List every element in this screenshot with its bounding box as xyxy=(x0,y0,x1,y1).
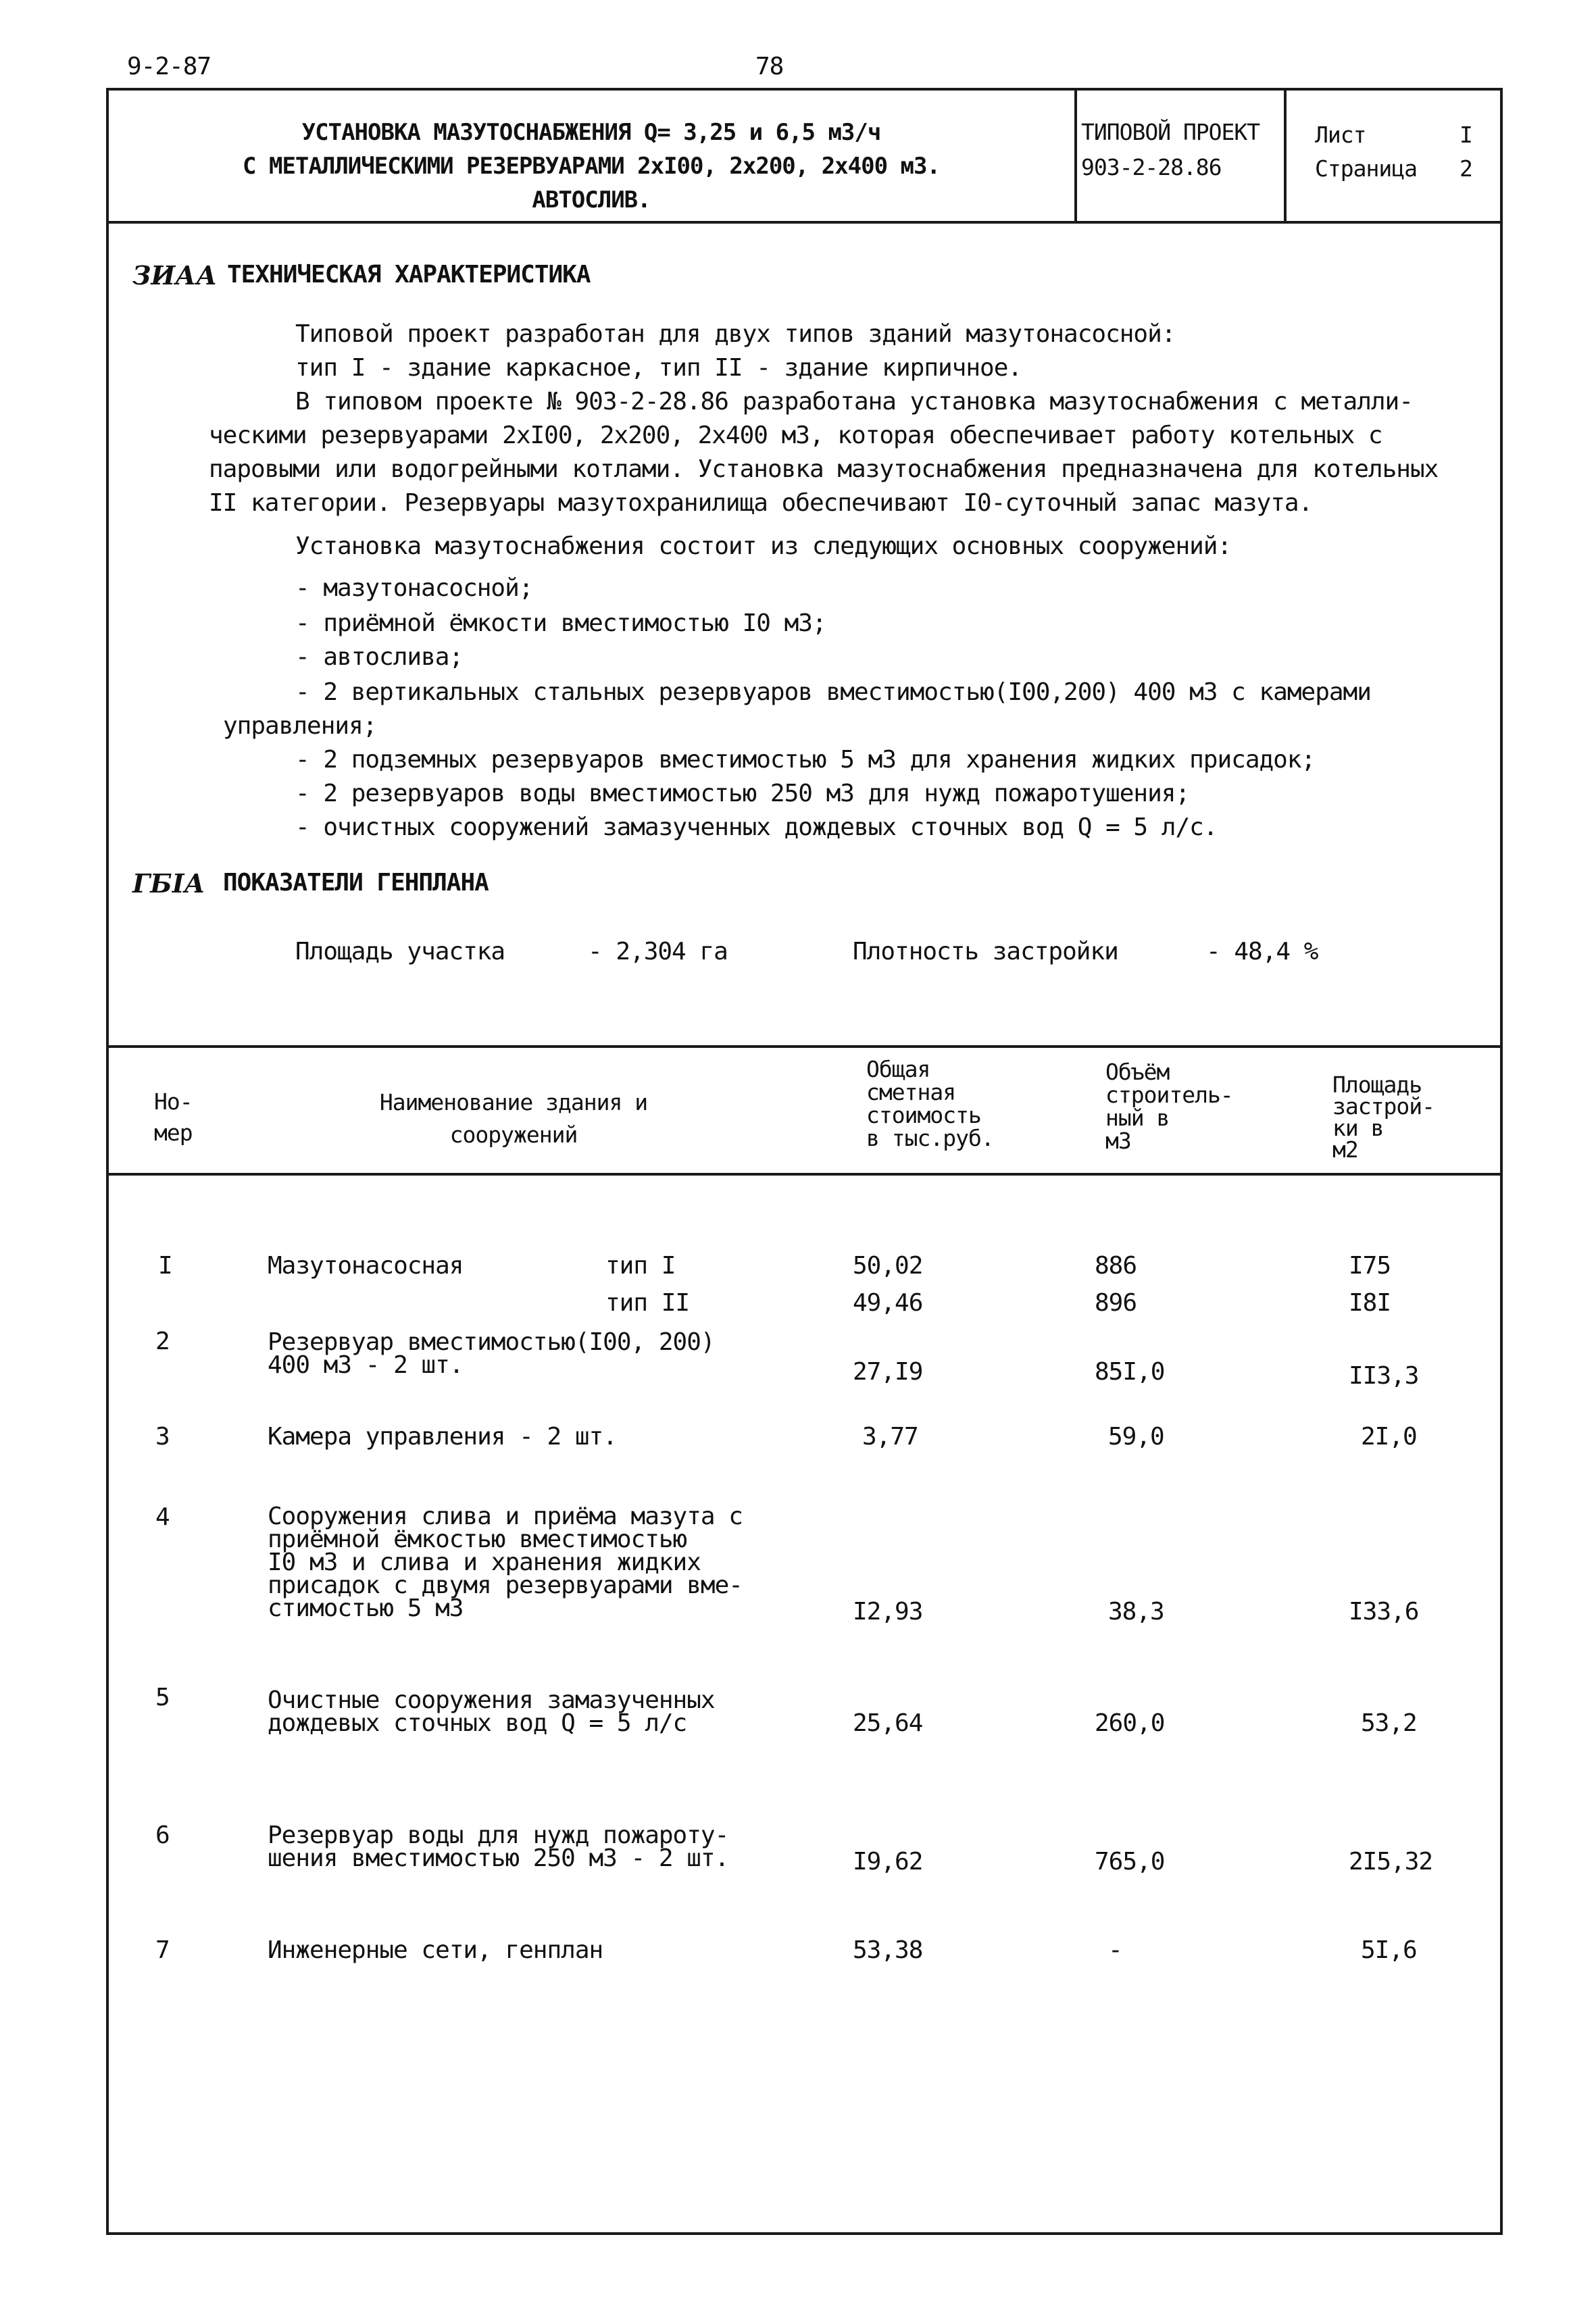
row-5-name: Очистные сооружения замазученных дождевых сточных вод Q = 5 л/с xyxy=(268,1686,715,1737)
tech-heading: ТЕХНИЧЕСКАЯ ХАРАКТЕРИСТИКА xyxy=(227,261,591,288)
tech-line-7: Установка мазутоснабжения состоит из следующих основных сооружений: xyxy=(295,532,1232,560)
table-header-rule xyxy=(106,1173,1503,1176)
site-area-value: - 2,304 га xyxy=(588,938,728,965)
row-2-number: 2 xyxy=(155,1328,170,1355)
row-7-name: Инженерные сети, генплан xyxy=(268,1936,603,1964)
title-line-1: УСТАНОВКА МАЗУТОСНАБЖЕНИЯ Q= 3,25 и 6,5 м3/ч xyxy=(301,119,881,146)
page-value: 2 xyxy=(1460,155,1472,182)
row-7-cost: 53,38 xyxy=(853,1936,923,1964)
page-code: 9-2-87 xyxy=(127,53,211,80)
sheet-value: I xyxy=(1460,122,1472,148)
row-1-cost-2: 49,46 xyxy=(853,1289,923,1317)
genplan-heading: ПОКАЗАТЕЛИ ГЕНПЛАНА xyxy=(223,869,489,897)
row-1-type-2: тип II xyxy=(605,1289,690,1317)
project-number: 903-2-28.86 xyxy=(1081,154,1222,180)
row-7-volume: - xyxy=(1108,1936,1122,1964)
row-1-type-1: тип I xyxy=(605,1252,676,1280)
row-6-number: 6 xyxy=(155,1821,170,1849)
row-1-cost-1: 50,02 xyxy=(853,1252,923,1280)
frame-top xyxy=(106,88,1503,91)
row-7-area: 5I,6 xyxy=(1361,1936,1417,1964)
row-6-area: 2I5,32 xyxy=(1349,1848,1433,1876)
row-4-volume: 38,3 xyxy=(1108,1598,1164,1626)
col-header-name: Наименование здания и сооружений xyxy=(379,1089,648,1148)
row-4-name: Сооружения слива и приёма мазута с приёмной ёмкостью вместимостью I0 м3 и слива и хранения жидких присадок с двумя резервуарами вме- стимостью 5 м3 xyxy=(268,1503,743,1622)
row-4-number: 4 xyxy=(155,1503,170,1531)
tech-line-3: В типовом проекте № 903-2-28.86 разработана установка мазутоснабжения с металли- xyxy=(295,388,1413,416)
row-6-cost: I9,62 xyxy=(853,1848,923,1876)
row-6-name: Резервуар воды для нужд пожароту- шения вместимостью 250 м3 - 2 шт. xyxy=(268,1821,729,1872)
tech-line-4: ческими резервуарами 2хI00, 2х200, 2х400 м3, которая обеспечивает работу котельных с xyxy=(209,422,1382,449)
row-5-number: 5 xyxy=(155,1684,170,1711)
tech-line-1: Типовой проект разработан для двух типов зданий мазутонасосной: xyxy=(295,320,1176,348)
tech-line-15: - очистных сооружений замазученных дождевых сточных вод Q = 5 л/с. xyxy=(295,813,1218,841)
density-label: Плотность застройки xyxy=(853,938,1118,965)
frame-bottom xyxy=(106,2232,1503,2235)
page-number: 78 xyxy=(755,53,784,80)
title-line-2: С МЕТАЛЛИЧЕСКИМИ РЕЗЕРВУАРАМИ 2хI00, 2х200, 2х400 м3. xyxy=(243,153,940,180)
tech-line-6: II категории. Резервуары мазутохранилища обеспечивают I0-суточный запас мазута. xyxy=(209,489,1313,517)
titleblock-divider-2 xyxy=(1284,88,1287,223)
row-3-area: 2I,0 xyxy=(1361,1423,1417,1451)
row-2-name: Резервуар вместимостью(I00, 200) 400 м3 - 2 шт. xyxy=(268,1328,715,1379)
row-4-area: I33,6 xyxy=(1349,1598,1419,1626)
tech-line-2: тип I - здание каркасное, тип II - здание кирпичное. xyxy=(295,354,1022,382)
table-top-rule xyxy=(106,1045,1503,1048)
site-area-label: Площадь участка xyxy=(295,938,505,965)
row-1-name: Мазутонасосная xyxy=(268,1252,464,1280)
row-2-cost: 27,I9 xyxy=(853,1358,923,1386)
tech-line-11: - 2 вертикальных стальных резервуаров вместимостью(I00,200) 400 м3 с камерами xyxy=(295,678,1371,706)
row-5-volume: 260,0 xyxy=(1095,1709,1165,1737)
row-3-volume: 59,0 xyxy=(1108,1423,1164,1451)
page-label: Страница xyxy=(1315,155,1417,182)
row-6-volume: 765,0 xyxy=(1095,1848,1165,1876)
row-3-number: 3 xyxy=(155,1423,170,1451)
density-value: - 48,4 % xyxy=(1206,938,1318,965)
col-header-area: Площадь застрой- ки в м2 xyxy=(1332,1072,1435,1163)
tech-line-10: - автослива; xyxy=(295,643,464,671)
row-1-volume-2: 896 xyxy=(1095,1289,1137,1317)
row-2-volume: 85I,0 xyxy=(1095,1358,1165,1386)
tech-line-9: - приёмной ёмкости вместимостью I0 м3; xyxy=(295,609,826,637)
frame-right xyxy=(1500,88,1503,2235)
project-label: ТИПОВОЙ ПРОЕКТ xyxy=(1081,119,1260,145)
title-line-3: АВТОСЛИВ. xyxy=(532,186,651,213)
row-1-volume-1: 886 xyxy=(1095,1252,1137,1280)
row-3-cost: 3,77 xyxy=(862,1423,918,1451)
row-3-name: Камера управления - 2 шт. xyxy=(268,1423,617,1451)
col-header-volume: Объём строитель- ный в м3 xyxy=(1105,1059,1233,1154)
genplan-section-mark: ГБIА xyxy=(132,868,205,899)
tech-line-8: - мазутонасосной; xyxy=(295,574,533,602)
row-7-number: 7 xyxy=(155,1936,170,1964)
tech-line-12: управления; xyxy=(223,712,377,740)
tech-line-13: - 2 подземных резервуаров вместимостью 5 м3 для хранения жидких присадок; xyxy=(295,746,1316,774)
tech-line-14: - 2 резервуаров воды вместимостью 250 м3 для нужд пожаротушения; xyxy=(295,780,1190,807)
col-header-cost: Общая сметная стоимость в тыс.руб. xyxy=(866,1056,994,1151)
titleblock-bottom-rule xyxy=(106,221,1503,224)
row-5-area: 53,2 xyxy=(1361,1709,1417,1737)
col-header-number: Но- мер xyxy=(154,1088,193,1146)
row-4-cost: I2,93 xyxy=(853,1598,923,1626)
titleblock-divider-1 xyxy=(1074,88,1077,223)
tech-line-5: паровыми или водогрейными котлами. Установка мазутоснабжения предназначена для котельных xyxy=(209,455,1439,483)
tech-section-mark: ЗИАА xyxy=(132,260,218,291)
row-2-area: II3,3 xyxy=(1349,1362,1419,1390)
row-5-cost: 25,64 xyxy=(853,1709,923,1737)
frame-left xyxy=(106,88,109,2235)
row-1-area-1: I75 xyxy=(1349,1252,1391,1280)
sheet-label: Лист xyxy=(1315,122,1366,148)
row-1-area-2: I8I xyxy=(1349,1289,1391,1317)
row-1-number: I xyxy=(158,1252,172,1280)
